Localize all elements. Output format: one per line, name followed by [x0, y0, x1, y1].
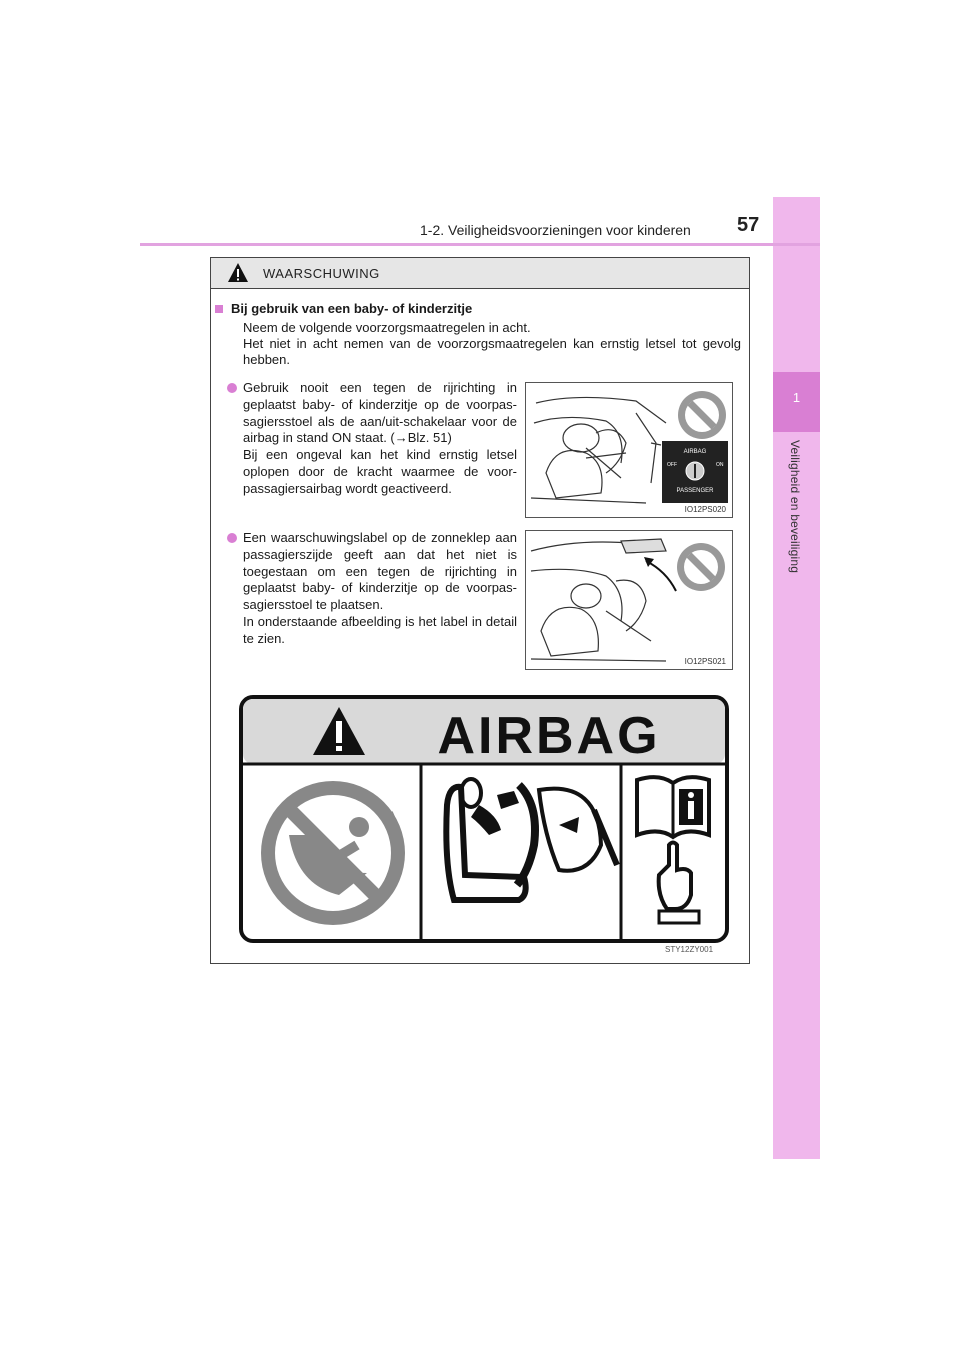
- figure-id: IO12PS020: [684, 505, 726, 514]
- chapter-side-tab: [773, 197, 820, 1159]
- chapter-number: 1: [792, 390, 801, 405]
- warning-box: [210, 257, 750, 964]
- no-rear-facing-seat-icon: [261, 781, 405, 925]
- chapter-title: Veiligheid en beveiliging: [788, 440, 802, 574]
- intro-line: Neem de volgende voorzorgsmaatregelen in acht.: [243, 320, 531, 335]
- bullet-dot-icon: [227, 533, 237, 543]
- bullet-text: In onderstaande afbeelding is het label in detail te zien.: [243, 613, 517, 646]
- figure-sun-visor-label: [525, 530, 733, 670]
- switch-off-label: OFF: [667, 462, 677, 468]
- square-bullet-icon: [215, 305, 223, 313]
- label-airbag-heading: AIRBAG: [437, 707, 661, 765]
- page-number: 57: [737, 214, 760, 236]
- airbag-warning-label: [239, 695, 729, 943]
- sun-visor-illustration: [526, 531, 732, 669]
- warning-title: WAARSCHUWING: [263, 265, 380, 281]
- warning-triangle-icon: [227, 262, 249, 284]
- warning-header: [211, 258, 749, 289]
- intro-text: [243, 320, 741, 368]
- bullet-text: Bij een ongeval kan het kind ernstig letsel oplopen door de kracht waarmee de voor-passagiersairbag wordt geactiveerd.: [243, 447, 517, 496]
- header-rule: [140, 243, 820, 246]
- figure-passenger-seat-switch: [525, 382, 733, 518]
- figure-id: STY12ZY001: [665, 945, 714, 954]
- intro-line: Het niet in acht nemen van de voorzorgsmaatregelen kan ernstig letsel tot gevolg hebben.: [243, 336, 741, 367]
- section-title: 1-2. Veiligheidsvoorzieningen voor kinderen: [420, 222, 691, 238]
- car-interior-illustration: [526, 383, 732, 517]
- figure-id: IO12PS021: [684, 657, 726, 666]
- bullet-text: Een waarschuwingslabel op de zonneklep aan passagierszijde geeft aan dat het niet is toegestaan om een tegen de rijrichting in geplaatst baby- of kinderzitje op de voorpas-sagiersstoel te plaatsen.: [243, 530, 517, 613]
- switch-on-label: ON: [716, 462, 724, 468]
- bullet-item: [227, 380, 517, 498]
- switch-bottom-label: PASSENGER: [676, 488, 714, 494]
- switch-top-label: AIRBAG: [683, 449, 707, 455]
- bullet-dot-icon: [227, 383, 237, 393]
- section-heading: [215, 301, 472, 316]
- section-heading-text: Bij gebruik van een baby- of kinderzitje: [231, 301, 473, 316]
- bullet-item: [227, 530, 517, 648]
- bullet-text: Gebruik nooit een tegen de rijrichting in geplaatst baby- of kinderzitje op de voorpas-sagiersstoel als de aan/uit-schakelaar voor de airbag in stand ON staat. (→Blz. 51): [243, 380, 517, 446]
